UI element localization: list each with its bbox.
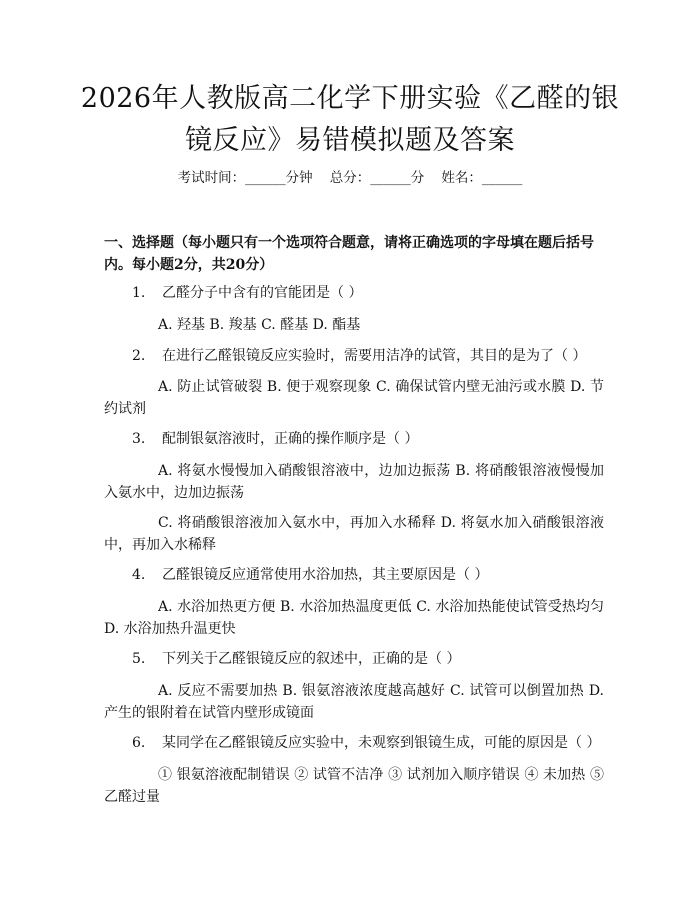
- question-5-options: A. 反应不需要加热 B. 银氨溶液浓度越高越好 C. 试管可以倒置加热 D. 产生的银附着在试管内壁形成镜面: [104, 683, 604, 721]
- question-text: 下列关于乙醛银镜反应的叙述中，正确的是（ ）: [162, 651, 461, 667]
- question-text: 乙醛分子中含有的官能团是（ ）: [162, 285, 363, 301]
- question-2-options: A. 防止试管破裂 B. 便于观察现象 C. 确保试管内壁无油污或水膜 D. 节约试剂: [104, 379, 604, 417]
- question-number: 3.: [132, 431, 146, 447]
- question-3: [104, 428, 604, 450]
- question-text: 在进行乙醛银镜反应实验时，需要用洁净的试管，其目的是为了（ ）: [162, 348, 587, 364]
- question-number: 4.: [132, 567, 146, 583]
- question-text: 某同学在乙醛银镜反应实验中，未观察到银镜生成，可能的原因是（ ）: [162, 735, 601, 751]
- question-5: [104, 648, 604, 670]
- question-4: [104, 564, 604, 586]
- question-6: [104, 732, 604, 754]
- question-3-options-a-b: A. 将氨水慢慢加入硝酸银溶液中，边加边振荡 B. 将硝酸银溶液慢慢加入氨水中，边加边振荡: [104, 463, 604, 501]
- question-number: 5.: [132, 651, 146, 667]
- question-3-options-c-d: C. 将硝酸银溶液加入氨水中，再加入水稀释 D. 将氨水加入硝酸银溶液中，再加入水稀释: [104, 515, 604, 553]
- question-text: 配制银氨溶液时，正确的操作顺序是（ ）: [162, 431, 419, 447]
- exam-info-line: 考试时间：______分钟 总分：______分 姓名：______: [177, 170, 523, 186]
- question-1: [104, 282, 604, 304]
- question-6-statements: ① 银氨溶液配制错误 ② 试管不洁净 ③ 试剂加入顺序错误 ④ 未加热 ⑤ 乙醛过量: [104, 767, 604, 805]
- question-4-options: A. 水浴加热更方便 B. 水浴加热温度更低 C. 水浴加热能使试管受热均匀 D. 水浴加热升温更快: [104, 599, 604, 637]
- question-number: 2.: [132, 348, 146, 364]
- question-text: 乙醛银镜反应通常使用水浴加热，其主要原因是（ ）: [162, 567, 489, 583]
- question-1-options: A. 羟基 B. 羧基 C. 醛基 D. 酯基: [158, 317, 361, 333]
- question-number: 1.: [132, 285, 146, 301]
- document-title: 2026年人教版高二化学下册实验《乙醛的银镜反应》易错模拟题及答案: [80, 83, 620, 156]
- question-number: 6.: [132, 735, 146, 751]
- section-heading: 一、选择题（每小题只有一个选项符合题意，请将正确选项的字母填在题后括号内。每小题2分，共20分）: [104, 235, 594, 273]
- question-2: [104, 345, 604, 367]
